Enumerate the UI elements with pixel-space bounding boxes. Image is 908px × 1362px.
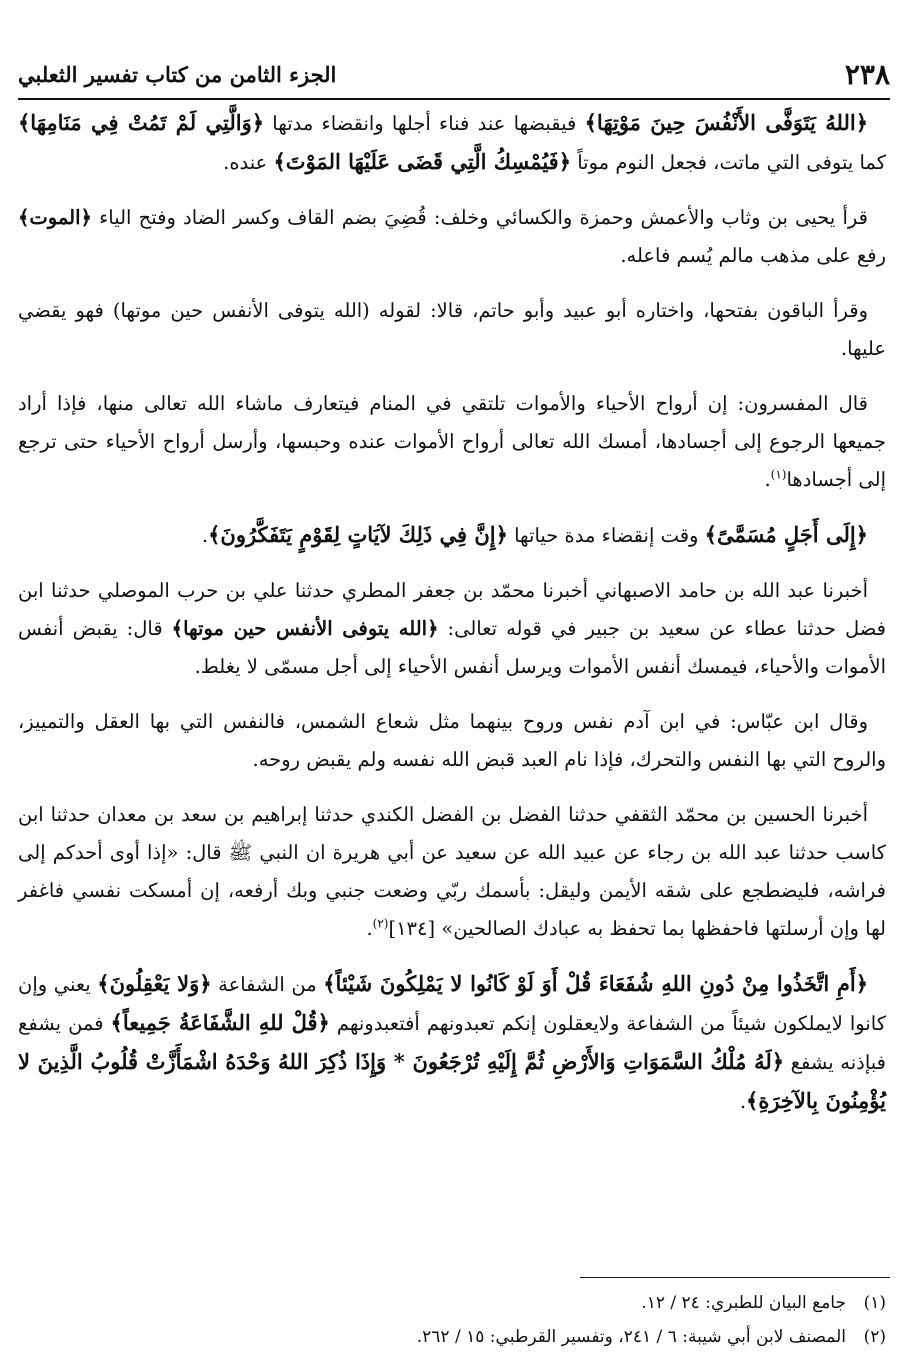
paragraph-text: كما يتوفى التي ماتت، فجعل النوم موتاً bbox=[571, 151, 886, 174]
quran-verse: ﴿لَهُ مُلْكُ السَّمَوَاتِ وَالأَرْضِ ثُمَّ إِلَيْهِ تُرْجَعُونَ * وَإِذَا ذُكِرَ اللهُ وَحْدَهُ اشْمَأَزَّتْ قُلُوبُ الَّذِينَ لا يُؤْمِنُونَ بِالآخِرَةِ﴾ bbox=[18, 1049, 886, 1113]
paragraph-text: . bbox=[366, 917, 373, 940]
paragraph-text: قال المفسرون: إن أرواح الأحياء والأموات تلتقي في المنام فيتعارف ماشاء الله تعالى منها، فإذا أراد جميعها الرجوع إلى أجسادها، أمسك الله تعالى أرواح الأموات عنده وحبسها، وأرسل أرواح الأحياء حتى ترجع إلى أجسادها bbox=[18, 392, 886, 491]
paragraph-9 bbox=[18, 965, 886, 1121]
paragraph-text: يعني وإن كانوا لايملكون شيئاً من الشفاعة ولايعقلون إنكم تعبدونهم أفتعبدونهم bbox=[18, 973, 886, 1035]
paragraph-5 bbox=[18, 516, 886, 555]
paragraph-text: أخبرنا عبد الله بن حامد الاصبهاني أخبرنا محمّد بن جعفر المطري حدثنا علي بن حرب الموصلي حدثنا ابن فضل حدثنا عطاء عن سعيد بن جبير في قوله تعالى: bbox=[18, 579, 887, 640]
footnote-1 bbox=[18, 1286, 886, 1320]
quran-verse: ﴿أَمِ اتَّخَذُوا مِنْ دُونِ اللهِ شُفَعَاءَ قُلْ أَوَ لَوْ كَانُوا لا يَمْلِكُونَ شَيْئاً﴾ bbox=[323, 971, 868, 996]
paragraph-text: من الشفاعة bbox=[211, 973, 324, 996]
paragraph-1 bbox=[18, 104, 886, 182]
quran-verse: ﴿الله يتوفى الأنفس حين موتها﴾ bbox=[171, 617, 439, 640]
quran-verse: ﴿إِنَّ فِي ذَلِكَ لآيَاتٍ لِقَوْمٍ يَتَفَكَّرُونَ﴾ bbox=[208, 522, 508, 547]
paragraph-text: . bbox=[201, 524, 209, 547]
paragraph-text: . bbox=[764, 468, 771, 491]
footnote-2 bbox=[18, 1320, 886, 1354]
page-number: ٢٣٨ bbox=[844, 57, 890, 91]
footnote-ref[interactable]: (٢) bbox=[372, 916, 389, 931]
paragraph-text: وقرأ الباقون بفتحها، واختاره أبو عبيد وأبو حاتم، قالا: لقوله (الله يتوفى الأنفس حين موتها) فهو يقضي عليها. bbox=[18, 299, 886, 360]
footnote-ref[interactable]: (١) bbox=[770, 467, 787, 482]
quran-verse: ﴿قُلْ للهِ الشَّفَاعَةُ جَمِيعاً﴾ bbox=[110, 1010, 330, 1035]
paragraph-text: رفع على مذهب مالم يُسم فاعله. bbox=[620, 244, 886, 267]
page-header bbox=[18, 50, 890, 100]
paragraph-text: فمن يشفع فبإذنه يشفع bbox=[18, 1012, 886, 1074]
paragraph-text: . bbox=[739, 1090, 747, 1113]
footnote-text: المصنف لابن أبي شيبة: ٦ / ٢٤١، وتفسير القرطبي: ١٥ / ٢٦٢. bbox=[416, 1327, 846, 1347]
paragraph-text: فيقبضها عند فناء أجلها وانقضاء مدتها bbox=[264, 112, 585, 135]
footnote-text: جامع البيان للطبري: ٢٤ / ١٢. bbox=[641, 1293, 846, 1313]
footnote-number: (١) bbox=[863, 1293, 886, 1313]
paragraph-text: أخبرنا الحسين بن محمّد الثقفي حدثنا الفضل بن الفضل الكندي حدثنا إبراهيم بن سعد بن معدان حدثنا ابن كاسب حدثنا عبد الله بن رجاء عن عبيد الله عن سعيد عن أبي هريرة ان النبي ﷺ قال: «إذا أوى أحدكم إلى فراشه، فليضطجع على شقه الأيمن وليقل: بأسمك ربّي وضعت جنبي وبك أرفعه، إن أمسكت نفسي فاغفر لها وإن أرسلتها فاحفظها بما تحفظ به عبادك الصالحين» [١٣٤] bbox=[18, 803, 886, 940]
paragraph-8 bbox=[18, 796, 886, 948]
main-text bbox=[18, 104, 886, 1138]
paragraph-6 bbox=[18, 572, 886, 686]
paragraph-text: قال: يقبض أنفس الأموات والأحياء، فيمسك أنفس الأموات ويرسل أنفس الأحياء إلى أجل مسمّى لا يغلط. bbox=[18, 617, 886, 678]
quran-word: ﴿الموت﴾ bbox=[18, 206, 92, 229]
paragraph-text: وقت إنقضاء مدة حياتها bbox=[507, 524, 705, 547]
paragraph-2 bbox=[18, 199, 886, 275]
footnotes bbox=[18, 1286, 886, 1354]
paragraph-4 bbox=[18, 385, 886, 499]
paragraph-text: عنده. bbox=[223, 151, 274, 174]
quran-verse: ﴿فَيُمْسِكُ الَّتِي قَضَى عَلَيْهَا المَوْتَ﴾ bbox=[273, 149, 572, 174]
paragraph-text: وقال ابن عبّاس: في ابن آدم نفس وروح بينهما مثل شعاع الشمس، فالنفس التي بها العقل والتمييز، والروح التي بها النفس والتحرك، فإذا نام العبد قبض الله نفسه ولم يقبض روحه. bbox=[18, 710, 886, 771]
running-title: الجزء الثامن من كتاب تفسير الثعلبي bbox=[18, 61, 337, 87]
paragraph-7 bbox=[18, 703, 886, 779]
quran-verse: ﴿إِلَى أَجَلٍ مُسَمَّىً﴾ bbox=[704, 522, 868, 547]
footnote-divider bbox=[580, 1277, 890, 1278]
quran-verse: ﴿وَلا يَعْقِلُونَ﴾ bbox=[97, 971, 212, 996]
quran-verse: ﴿وَالَّتِي لَمْ تَمُتْ فِي مَنَامِهَا﴾ bbox=[18, 110, 265, 135]
footnote-number: (٢) bbox=[863, 1327, 886, 1347]
quran-verse: ﴿اللهُ يَتَوَفَّى الأَنْفُسَ حِينَ مَوْتِهَا﴾ bbox=[584, 110, 869, 135]
paragraph-3 bbox=[18, 292, 886, 368]
paragraph-text: قرأ يحيى بن وثاب والأعمش وحمزة والكسائي وخلف: قُضِيَ بضم القاف وكسر الضاد وفتح الياء bbox=[91, 206, 868, 229]
